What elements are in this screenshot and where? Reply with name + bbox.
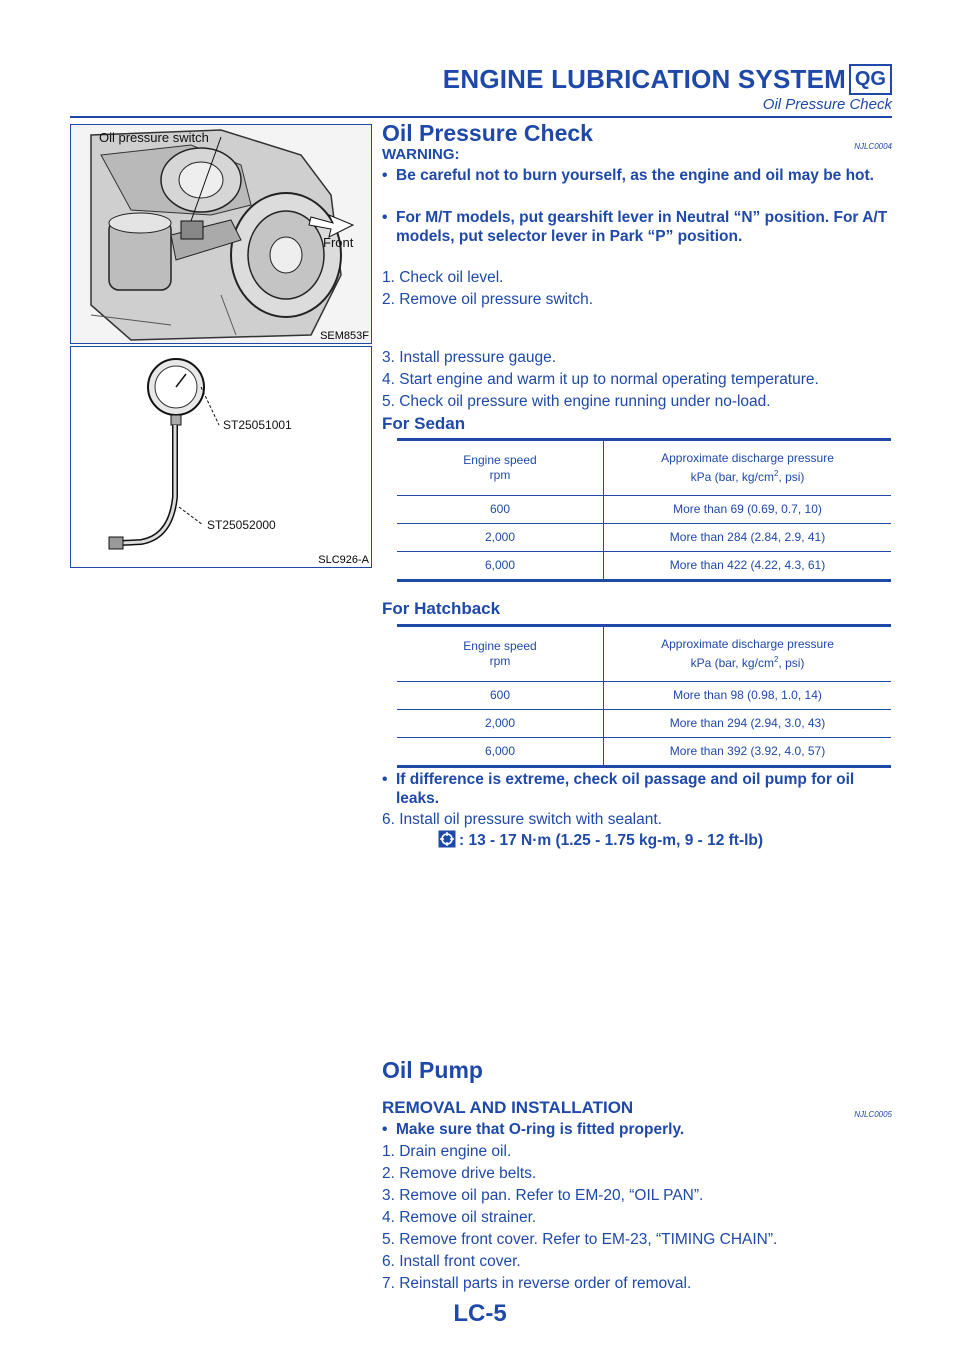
figure-oil-pressure-switch [70,124,372,344]
step-item: 1. Drain engine oil. [382,1143,512,1160]
header-subtitle: Oil Pressure Check [762,96,892,113]
step-item: 7. Reinstall parts in reverse order of removal. [382,1275,692,1292]
warning-item: • For M/T models, put gearshift lever in Neutral “N” position. For A/T models, put selector lever in Park “P” position. [382,209,888,245]
table-row: 6,000 More than 392 (3.92, 4.0, 57) [397,738,891,767]
note-item: • Make sure that O-ring is fitted properly. [382,1121,685,1138]
step-item: 5. Check oil pressure with engine running under no-load. [382,393,771,410]
gauge-illustration [71,347,371,567]
page-number: LC-5 [453,1300,507,1327]
subsection-title-removal: REMOVAL AND INSTALLATION [382,1098,634,1117]
step-item: 6. Install front cover. [382,1253,521,1270]
section-title-oil-pressure-check: Oil Pressure Check [382,120,593,146]
step-item: 3. Install pressure gauge. [382,349,557,366]
torque-wrench-icon [438,830,456,853]
hatchback-pressure-table [397,624,891,768]
figure-code: SEM853F [320,330,369,342]
label-front: Front [323,235,354,250]
step-item: 1. Check oil level. [382,269,504,286]
label-oil-pressure-switch: Oil pressure switch [99,130,209,145]
table-row: 600 More than 98 (0.98, 1.0, 14) [397,682,891,710]
label-hose-tool: ST25052000 [207,518,276,532]
col-discharge-pressure: Approximate discharge pressure kPa (bar, $kg/cm^2$, psi) [604,440,892,496]
table-row: 600 More than 69 (0.69, 0.7, 10) [397,496,891,524]
step-item: 5. Remove front cover. Refer to EM-23, “TIMING CHAIN”. [382,1231,778,1248]
col-discharge-pressure: Approximate discharge pressure kPa (bar, $kg/cm^2$, psi) [604,626,892,682]
section-title-oil-pump: Oil Pump [382,1057,483,1083]
note-item: • If difference is extreme, check oil passage and oil pump for oil leaks. [382,771,855,807]
warning-item: • Be careful not to burn yourself, as the engine and oil may be hot. [382,167,874,184]
step-item: 4. Start engine and warm it up to normal operating temperature. [382,371,819,388]
header-title: ENGINE LUBRICATION SYSTEM [442,64,846,94]
hatchback-table-title: For Hatchback [382,599,501,618]
label-gauge-tool: ST25051001 [223,418,292,432]
col-engine-speed: Engine speed rpm [397,626,604,682]
step-item: 2. Remove oil pressure switch. [382,291,594,308]
step-item: 6. Install oil pressure switch with sealant. [382,811,662,828]
figure-pressure-gauge [70,346,372,568]
table-row: 2,000 More than 284 (2.84, 2.9, 41) [397,524,891,552]
sedan-pressure-table [397,438,891,582]
warning-label: WARNING: [382,146,460,163]
col-engine-speed: Engine speed rpm [397,440,604,496]
figure-code: SLC926-A [318,554,369,566]
step-item: 3. Remove oil pan. Refer to EM-20, “OIL PAN”. [382,1187,704,1204]
step-item: 4. Remove oil strainer. [382,1209,537,1226]
section-ref-code: NJLC0005 [854,1110,892,1119]
engine-illustration [71,125,371,343]
section-ref-code: NJLC0004 [854,142,892,151]
table-row: 6,000 More than 422 (4.22, 4.3, 61) [397,552,891,581]
table-header-row [397,440,891,496]
header-rule [70,116,892,118]
table-row: 2,000 More than 294 (2.94, 3.0, 43) [397,710,891,738]
sedan-table-title: For Sedan [382,414,466,433]
step-item: 2. Remove drive belts. [382,1165,537,1182]
engine-code-badge: QG [849,64,892,95]
torque-spec: : 13 - 17 N·m (1.25 - 1.75 kg-m, 9 - 12 ft-lb) [438,830,763,853]
table-header-row [397,626,891,682]
